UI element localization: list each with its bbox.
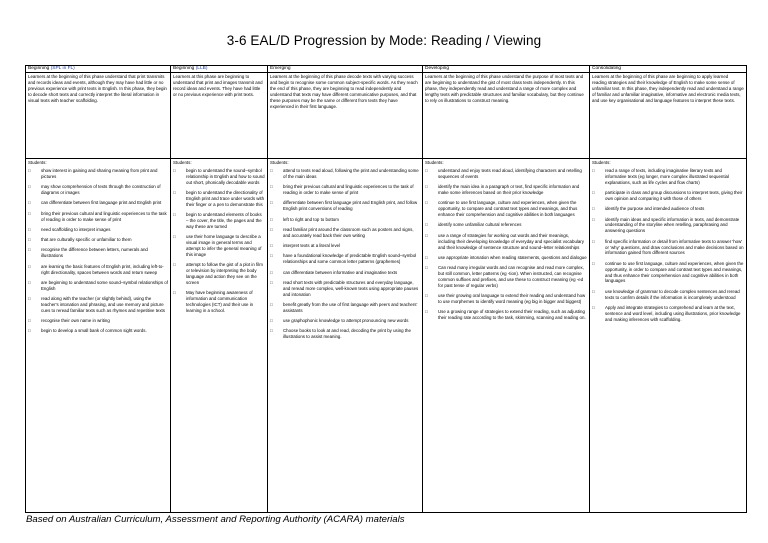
indicator-text: use appropriate intonation when reading statements, questions and dialogue [438, 254, 587, 260]
checkbox-bullet-icon: □ [28, 328, 31, 334]
list-item [592, 289, 744, 301]
indicator-text: benefit greatly from the use of first language with peers and teachers' assistants [283, 301, 418, 313]
list-item [173, 190, 265, 208]
list-item [173, 290, 265, 314]
source-note: Based on Australian Curriculum, Assessment and Reporting Authority (ACARA) materials [26, 514, 405, 525]
indicator-text: identify the purpose and intended audience of texts [605, 206, 705, 212]
list-item [28, 211, 168, 223]
checkbox-bullet-icon: □ [270, 216, 273, 222]
indicator-text: begin to understand elements of books – the cover, the title, the pages and the way these are turned [186, 212, 262, 229]
checkbox-bullet-icon: □ [173, 290, 176, 296]
indicator-text: use their growing oral language to extend their reading and understand how to use morphemes to identify word meaning (eg big in bigger and biggest) [438, 293, 586, 305]
phase-header-row [26, 66, 747, 73]
list-item [425, 184, 587, 196]
checkbox-bullet-icon: □ [270, 167, 273, 173]
student-indicators [590, 159, 747, 513]
checkbox-bullet-icon: □ [592, 206, 595, 212]
list-item [28, 184, 168, 196]
checkbox-bullet-icon: □ [425, 254, 428, 260]
page-title: 3-6 EAL/D Progression by Mode: Reading / Viewing [226, 33, 542, 48]
checkbox-bullet-icon: □ [592, 238, 595, 244]
indicator-text: can differentiate between first language print and English print [41, 200, 162, 206]
checkbox-bullet-icon: □ [173, 262, 176, 268]
checkbox-bullet-icon: □ [270, 318, 273, 324]
indicator-text: show interest in gaining and sharing meaning from print and pictures [41, 167, 158, 179]
checkbox-bullet-icon: □ [425, 222, 428, 228]
indicator-list [270, 168, 420, 340]
indicator-text: attempt to follow the gist of a plot in film or television by interpreting the body language and action they see on the screen [186, 262, 263, 285]
phase-header [171, 66, 268, 73]
students-label: Students: [28, 160, 47, 165]
phase-description: Learners at the beginning of this phase decode texts with varying success and begin to recognise some common subject-specific words. As they reach the end of this phase, they are beginning to read independently and understand that texts may have different communicative purposes, and that these purposes may be the same or different from texts they have experienced in their first language. [268, 73, 423, 159]
list-item [28, 247, 168, 259]
checkbox-bullet-icon: □ [270, 328, 273, 334]
list-item [425, 309, 587, 321]
phase-header [423, 66, 590, 73]
list-item [28, 264, 168, 276]
indicator-text: can differentiate between informative and imaginative texts [283, 269, 398, 275]
checkbox-bullet-icon: □ [270, 226, 273, 232]
checkbox-bullet-icon: □ [592, 167, 595, 173]
checkbox-bullet-icon: □ [425, 167, 428, 173]
indicator-text: use knowledge of grammar to decode complex sentences and reread texts to confirm details if the information is incompletely understood [605, 288, 740, 300]
indicator-text: use a range of strategies for working out words and their meanings, including their developing knowledge of everyday and specialist vocabulary and their knowledge of sentence structure and sound–letter relationships [438, 232, 584, 250]
indicator-text: attend to texts read aloud, following the print and understanding some of the main ideas [283, 167, 419, 179]
student-indicators [268, 159, 423, 513]
checkbox-bullet-icon: □ [28, 263, 31, 269]
indicator-text: identify the main idea in a paragraph or text, find specific information and make some inferences based on their prior knowledge [438, 184, 580, 196]
list-item [592, 206, 744, 212]
phase-qualifier: (SPL in FL) [50, 66, 75, 71]
checkbox-bullet-icon: □ [270, 269, 273, 275]
list-item [28, 296, 168, 314]
checkbox-bullet-icon: □ [425, 309, 428, 315]
list-item [270, 217, 420, 223]
list-item [592, 168, 744, 186]
checkbox-bullet-icon: □ [425, 265, 428, 271]
indicator-text: Use a growing range of strategies to extend their reading, such as adjusting their reading rate according to the task, skimming, scanning and reading on. [438, 309, 586, 321]
checkbox-bullet-icon: □ [425, 293, 428, 299]
list-item [270, 227, 420, 239]
list-item [592, 261, 744, 285]
indicator-text: identify main ideas and specific information in texts, and demonstrate understanding of the storyline when retelling, paraphrasing and answering questions [605, 216, 740, 234]
phase-description: Learners at this phase are beginning to understand that print and images transmit and record ideas and events. They have had little or no previous experience with print texts. [171, 73, 268, 159]
phase-description: Learners at the beginning of this phase understand the purpose of most texts and are beginning to understand the gist of most class texts independently. In this phase, they independently read and understand a range of more complex and lengthy texts with predictable structures and familiar vocabulary, but they continue to rely on illustrations to construct meaning. [423, 73, 590, 159]
indicator-text: Can read many irregular words and can recognise and read more complex, but still common, letter patterns (eg -tion). When instructed, can recognise common suffixes and prefixes, and use these to construct meaning (eg -ed for past tense of regular verbs) [438, 265, 584, 288]
indicator-text: have a foundational knowledge of predictable English sound–symbol relationships and some common letter patterns (graphemes) [283, 253, 417, 265]
list-item [425, 222, 587, 228]
checkbox-bullet-icon: □ [592, 190, 595, 196]
list-item [173, 212, 265, 230]
indicator-text: begin to understand the sound–symbol relationship in English and how to sound out short, phonically decodable words [186, 167, 265, 185]
indicator-text: that are culturally specific or unfamiliar to them [41, 237, 132, 243]
indicator-text: are learning the basic features of English print, including left-to-right directionality, spaces between words and return sweep [41, 263, 164, 275]
list-item [270, 280, 420, 298]
checkbox-bullet-icon: □ [592, 288, 595, 294]
list-item [28, 200, 168, 206]
checkbox-bullet-icon: □ [270, 184, 273, 190]
phase-description: Learners at the beginning of this phase understand that print transmits and records ideas and events, although they may have had little or no previous experience with print texts in English. In this phase, they begin to decode short texts and correctly interpret the literal information in visual texts with teacher scaffolding. [26, 73, 171, 159]
indicator-text: read familiar print around the classroom such as posters and signs, and accurately read back their own writing [283, 226, 414, 238]
list-item [28, 237, 168, 243]
indicator-list [173, 168, 265, 314]
list-item [425, 265, 587, 289]
list-item [270, 184, 420, 196]
list-item [270, 270, 420, 276]
list-item [425, 168, 587, 180]
checkbox-bullet-icon: □ [270, 243, 273, 249]
checkbox-bullet-icon: □ [28, 237, 31, 243]
indicator-text: Choose books to look at and read, decoding the print by using the illustrations to assist meaning. [283, 328, 411, 340]
checkbox-bullet-icon: □ [28, 279, 31, 285]
list-item [270, 253, 420, 265]
indicator-text: use their home language to describe a visual image in general terms and attempt to infer the general meaning of this image [186, 234, 262, 257]
indicator-list [425, 168, 587, 321]
checkbox-bullet-icon: □ [173, 167, 176, 173]
phase-qualifier: (LLB) [195, 66, 208, 71]
list-item [425, 293, 587, 305]
indicator-text: Apply and integrate strategies to comprehend and learn at the text, sentence and word level, including using illustrations, prior knowledge and making inferences with scaffolding. [605, 304, 741, 322]
checkbox-bullet-icon: □ [28, 184, 31, 190]
list-item [270, 318, 420, 324]
student-indicators [423, 159, 590, 513]
students-label: Students: [173, 160, 192, 165]
students-label: Students: [270, 160, 289, 165]
phase-header [268, 66, 423, 73]
list-item [270, 168, 420, 180]
indicator-text: differentiate between first language print and English print, and follow English print conventions of reading [283, 200, 418, 212]
checkbox-bullet-icon: □ [270, 253, 273, 259]
students-label: Students: [425, 160, 444, 165]
indicator-text: need scaffolding to interpret images [41, 226, 111, 232]
indicator-text: left to right and top to bottom [283, 216, 339, 222]
checkbox-bullet-icon: □ [173, 234, 176, 240]
list-item [425, 255, 587, 261]
checkbox-bullet-icon: □ [28, 247, 31, 253]
checkbox-bullet-icon: □ [173, 212, 176, 218]
phase-name: Developing [425, 66, 450, 71]
phase-header [590, 66, 747, 73]
list-item [173, 168, 265, 186]
list-item [592, 190, 744, 202]
list-item [425, 233, 587, 251]
indicator-text: recognise their own name in writing [41, 318, 110, 324]
indicator-text: begin to develop a small bank of common sight words. [41, 328, 147, 334]
checkbox-bullet-icon: □ [270, 301, 273, 307]
list-item [28, 280, 168, 292]
indicator-text: recognise the difference between letters, numerals and illustrations [41, 247, 148, 259]
phase-name: Beginning [173, 66, 195, 71]
indicator-text: read along with the teacher (or slightly behind), using the teacher's intonation and phrasing, and use memory and picture cues to reread familiar texts such as rhymes and repetitive texts [41, 296, 165, 313]
checkbox-bullet-icon: □ [592, 304, 595, 310]
checkbox-bullet-icon: □ [270, 200, 273, 206]
indicator-text: bring their previous cultural and linguistic experiences to the task of reading in order to make sense of print [41, 210, 167, 222]
list-item [28, 168, 168, 180]
list-item [173, 262, 265, 286]
checkbox-bullet-icon: □ [425, 200, 428, 206]
phase-name: Beginning [28, 66, 50, 71]
list-item [28, 227, 168, 233]
list-item [592, 239, 744, 257]
indicator-list [28, 168, 168, 334]
indicator-text: identify some unfamiliar cultural references [438, 222, 522, 228]
list-item [592, 217, 744, 235]
indicator-text: begin to understand the directionality of English print and trace under words with their finger or a pen to demonstrate this [186, 190, 265, 207]
checkbox-bullet-icon: □ [425, 184, 428, 190]
indicator-text: find specific information or detail from informative texts to answer 'how' or 'why' questions, and draw conclusions and make decisions based on information gained from different sources [605, 238, 744, 256]
phase-description: Learners at the beginning of this phase are beginning to apply learned reading strategies and their knowledge of English to make some sense of unfamiliar text. In this phase, they independently read and understand a range of familiar and unfamiliar imaginative, informative and electronic media texts, and use key organisational and language features to interpret these texts. [590, 73, 747, 159]
indicator-text: participate in class and group discussions to interpret texts, giving their own opinion and comparing it with those of others [605, 190, 743, 201]
checkbox-bullet-icon: □ [173, 190, 176, 196]
student-indicators [26, 159, 171, 513]
checkbox-bullet-icon: □ [28, 210, 31, 216]
indicator-text: interpret texts at a literal level [283, 243, 341, 249]
indicator-text: read short texts with predictable structures and everyday language, and reread more complex, well-known texts using appropriate pauses and intonation [283, 279, 419, 297]
indicator-text: continue to use first language, culture and experiences, when given the opportunity, in order to compare and contrast text types and meanings, and thus enhance their comprehension and cognitive abilities in both languages [605, 260, 744, 284]
indicator-text: continue to use first language, culture and experiences, when given the opportunity, to compare and contrast text types and meanings, and thus enhance their comprehension and cognitive abilities in both languages [438, 200, 578, 218]
student-indicators [171, 159, 268, 513]
checkbox-bullet-icon: □ [270, 279, 273, 285]
checkbox-bullet-icon: □ [425, 232, 428, 238]
list-item [270, 243, 420, 249]
indicator-text: are beginning to understand some sound–symbol relationships of English [41, 279, 168, 291]
phase-name: Emerging [270, 66, 291, 71]
checkbox-bullet-icon: □ [592, 260, 595, 266]
checkbox-bullet-icon: □ [28, 318, 31, 324]
indicator-list [592, 168, 744, 323]
students-label: Students: [592, 160, 611, 165]
phase-header [26, 66, 171, 73]
indicator-text: May have beginning awareness of information and communication technologies (ICT) and their use in learning in a school. [186, 290, 254, 313]
indicator-text: may show comprehension of texts through the construction of diagrams or images [41, 184, 161, 196]
indicator-text: understand and enjoy texts read aloud, identifying characters and retelling sequences of events [438, 167, 582, 179]
indicator-text: read a range of texts, including imaginative literary texts and informative texts (eg longer, more complex illustrated sequential explanations, such as life cycles and flow charts) [605, 167, 729, 185]
list-item [592, 305, 744, 323]
list-item [28, 318, 168, 324]
list-item [173, 234, 265, 258]
phase-name: Consolidating [592, 66, 622, 71]
list-item [270, 200, 420, 212]
list-item [270, 302, 420, 314]
checkbox-bullet-icon: □ [28, 296, 31, 302]
progression-table [25, 65, 747, 513]
indicator-text: use graphophonic knowledge to attempt pronouncing new words [283, 318, 409, 324]
list-item [425, 200, 587, 218]
list-item [28, 328, 168, 334]
checkbox-bullet-icon: □ [592, 216, 595, 222]
checkbox-bullet-icon: □ [28, 226, 31, 232]
list-item [270, 328, 420, 340]
checkbox-bullet-icon: □ [28, 167, 31, 173]
checkbox-bullet-icon: □ [28, 200, 31, 206]
indicator-text: bring their previous cultural and linguistic experiences to the task of reading in order to make sense of print [283, 184, 414, 196]
student-indicators-row [26, 159, 747, 513]
phase-description-row [26, 73, 747, 159]
